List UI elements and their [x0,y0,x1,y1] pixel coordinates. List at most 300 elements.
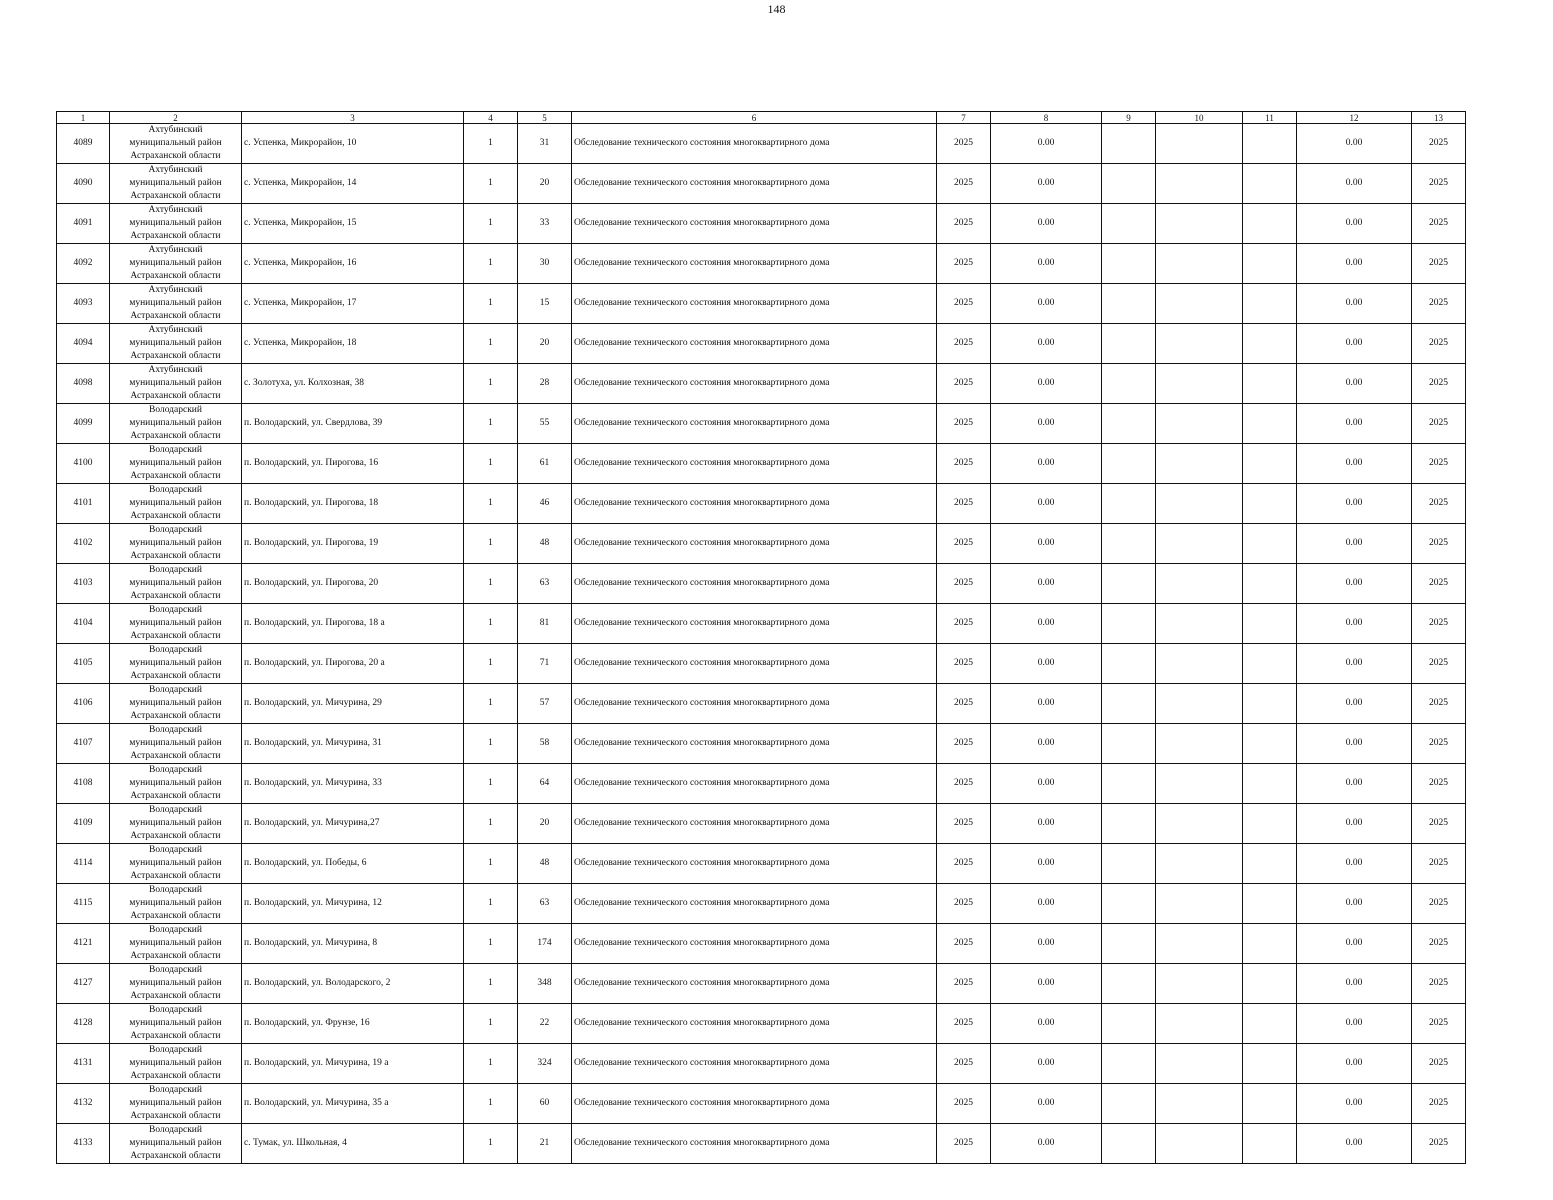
district-cell [110,644,242,684]
col11-cell [1243,964,1297,1004]
district-line: Ахтубинский [148,365,203,375]
col11-cell [1243,524,1297,564]
col4-cell: 1 [464,404,518,444]
table-row [57,524,1466,564]
work-type-cell: Обследование технического состояния многоквартирного дома [572,164,937,204]
district-line: Астраханской области [130,511,221,521]
capital-repair-table [56,111,1466,1164]
col10-cell [1156,1084,1243,1124]
col11-cell [1243,124,1297,164]
row-number-cell: 4090 [57,164,110,204]
col4-cell: 1 [464,1124,518,1164]
col8-cell: 0.00 [991,524,1102,564]
column-header: 8 [991,112,1102,124]
col7-cell: 2025 [937,1004,991,1044]
col13-cell: 2025 [1412,1124,1466,1164]
district-line: муниципальный район [129,578,222,588]
col9-cell [1102,964,1156,1004]
district-line: муниципальный район [129,1058,222,1068]
col10-cell [1156,724,1243,764]
col12-cell: 0.00 [1297,1004,1412,1044]
district-cell [110,924,242,964]
col4-cell: 1 [464,1084,518,1124]
district-line: Володарский [149,525,202,535]
table-row [57,124,1466,164]
col13-cell: 2025 [1412,844,1466,884]
col8-cell: 0.00 [991,564,1102,604]
district-cell [110,1124,242,1164]
work-type-cell: Обследование технического состояния многоквартирного дома [572,604,937,644]
col9-cell [1102,564,1156,604]
district-line: Володарский [149,605,202,615]
district-cell [110,204,242,244]
district-line: Володарский [149,965,202,975]
col8-cell: 0.00 [991,1044,1102,1084]
district-line: Астраханской области [130,871,221,881]
col9-cell [1102,644,1156,684]
table-row [57,804,1466,844]
district-line: Володарский [149,1045,202,1055]
row-number-cell: 4089 [57,124,110,164]
col8-cell: 0.00 [991,284,1102,324]
col10-cell [1156,244,1243,284]
col7-cell: 2025 [937,724,991,764]
district-cell [110,804,242,844]
address-cell: с. Успенка, Микрорайон, 15 [242,204,464,244]
district-line: Астраханской области [130,831,221,841]
col13-cell: 2025 [1412,164,1466,204]
district-cell [110,684,242,724]
col5-cell: 30 [518,244,572,284]
col4-cell: 1 [464,484,518,524]
col12-cell: 0.00 [1297,884,1412,924]
work-type-cell: Обследование технического состояния многоквартирного дома [572,484,937,524]
row-number-cell: 4127 [57,964,110,1004]
row-number-cell: 4114 [57,844,110,884]
col13-cell: 2025 [1412,924,1466,964]
col13-cell: 2025 [1412,564,1466,604]
col9-cell [1102,1044,1156,1084]
table-row [57,844,1466,884]
col12-cell: 0.00 [1297,964,1412,1004]
col13-cell: 2025 [1412,884,1466,924]
table-row [57,364,1466,404]
col4-cell: 1 [464,604,518,644]
col13-cell: 2025 [1412,124,1466,164]
col7-cell: 2025 [937,364,991,404]
column-header: 3 [242,112,464,124]
col9-cell [1102,1124,1156,1164]
col7-cell: 2025 [937,1084,991,1124]
col8-cell: 0.00 [991,364,1102,404]
district-line: Астраханской области [130,231,221,241]
work-type-cell: Обследование технического состояния многоквартирного дома [572,324,937,364]
work-type-cell: Обследование технического состояния многоквартирного дома [572,364,937,404]
district-line: Ахтубинский [148,205,203,215]
district-line: Володарский [149,485,202,495]
work-type-cell: Обследование технического состояния многоквартирного дома [572,204,937,244]
work-type-cell: Обследование технического состояния многоквартирного дома [572,724,937,764]
col9-cell [1102,124,1156,164]
district-cell [110,124,242,164]
col4-cell: 1 [464,444,518,484]
district-line: муниципальный район [129,1018,222,1028]
col12-cell: 0.00 [1297,764,1412,804]
row-number-cell: 4133 [57,1124,110,1164]
col5-cell: 33 [518,204,572,244]
district-line: Астраханской области [130,591,221,601]
district-cell [110,844,242,884]
col10-cell [1156,284,1243,324]
table-row [57,404,1466,444]
col4-cell: 1 [464,684,518,724]
district-line: Астраханской области [130,311,221,321]
work-type-cell: Обследование технического состояния многоквартирного дома [572,684,937,724]
col12-cell: 0.00 [1297,804,1412,844]
row-number-cell: 4131 [57,1044,110,1084]
address-cell: п. Володарский, ул. Фрунзе, 16 [242,1004,464,1044]
col7-cell: 2025 [937,164,991,204]
col5-cell: 46 [518,484,572,524]
address-cell: п. Володарский, ул. Мичурина, 29 [242,684,464,724]
col12-cell: 0.00 [1297,644,1412,684]
col11-cell [1243,1004,1297,1044]
district-line: Астраханской области [130,391,221,401]
col9-cell [1102,284,1156,324]
col8-cell: 0.00 [991,404,1102,444]
col9-cell [1102,524,1156,564]
col10-cell [1156,884,1243,924]
col10-cell [1156,524,1243,564]
district-line: Володарский [149,1005,202,1015]
column-header: 6 [572,112,937,124]
col11-cell [1243,564,1297,604]
district-line: муниципальный район [129,138,222,148]
col8-cell: 0.00 [991,204,1102,244]
col7-cell: 2025 [937,924,991,964]
table-row [57,1124,1466,1164]
col11-cell [1243,804,1297,844]
col10-cell [1156,324,1243,364]
work-type-cell: Обследование технического состояния многоквартирного дома [572,1044,937,1084]
col7-cell: 2025 [937,484,991,524]
table-row [57,924,1466,964]
col4-cell: 1 [464,284,518,324]
work-type-cell: Обследование технического состояния многоквартирного дома [572,1004,937,1044]
col4-cell: 1 [464,204,518,244]
work-type-cell: Обследование технического состояния многоквартирного дома [572,1124,937,1164]
address-cell: с. Успенка, Микрорайон, 16 [242,244,464,284]
col5-cell: 20 [518,804,572,844]
row-number-cell: 4106 [57,684,110,724]
col5-cell: 21 [518,1124,572,1164]
col10-cell [1156,204,1243,244]
col10-cell [1156,404,1243,444]
address-cell: с. Успенка, Микрорайон, 17 [242,284,464,324]
col4-cell: 1 [464,644,518,684]
col7-cell: 2025 [937,124,991,164]
district-line: муниципальный район [129,658,222,668]
col13-cell: 2025 [1412,204,1466,244]
district-line: муниципальный район [129,338,222,348]
col11-cell [1243,684,1297,724]
col11-cell [1243,644,1297,684]
col7-cell: 2025 [937,844,991,884]
col7-cell: 2025 [937,964,991,1004]
work-type-cell: Обследование технического состояния многоквартирного дома [572,924,937,964]
col10-cell [1156,684,1243,724]
col11-cell [1243,444,1297,484]
col9-cell [1102,404,1156,444]
col10-cell [1156,964,1243,1004]
col12-cell: 0.00 [1297,844,1412,884]
col5-cell: 48 [518,524,572,564]
row-number-cell: 4107 [57,724,110,764]
district-line: Астраханской области [130,751,221,761]
col10-cell [1156,764,1243,804]
district-line: муниципальный район [129,618,222,628]
col9-cell [1102,1004,1156,1044]
address-cell: с. Успенка, Микрорайон, 10 [242,124,464,164]
address-cell: п. Володарский, ул. Пирогова, 16 [242,444,464,484]
address-cell: п. Володарский, ул. Пирогова, 18 а [242,604,464,644]
table-row [57,164,1466,204]
col4-cell: 1 [464,764,518,804]
district-cell [110,164,242,204]
col8-cell: 0.00 [991,804,1102,844]
col5-cell: 64 [518,764,572,804]
col10-cell [1156,844,1243,884]
work-type-cell: Обследование технического состояния многоквартирного дома [572,404,937,444]
col13-cell: 2025 [1412,604,1466,644]
work-type-cell: Обследование технического состояния многоквартирного дома [572,564,937,604]
col8-cell: 0.00 [991,1084,1102,1124]
col11-cell [1243,1044,1297,1084]
col4-cell: 1 [464,924,518,964]
col11-cell [1243,364,1297,404]
district-line: Астраханской области [130,191,221,201]
col4-cell: 1 [464,1044,518,1084]
col13-cell: 2025 [1412,1004,1466,1044]
col12-cell: 0.00 [1297,444,1412,484]
district-line: Астраханской области [130,1071,221,1081]
col11-cell [1243,884,1297,924]
col12-cell: 0.00 [1297,244,1412,284]
col8-cell: 0.00 [991,884,1102,924]
district-line: Астраханской области [130,631,221,641]
district-line: муниципальный район [129,418,222,428]
district-line: муниципальный район [129,298,222,308]
district-cell [110,964,242,1004]
district-line: муниципальный район [129,458,222,468]
col9-cell [1102,244,1156,284]
col13-cell: 2025 [1412,1084,1466,1124]
col7-cell: 2025 [937,204,991,244]
col9-cell [1102,884,1156,924]
col5-cell: 22 [518,1004,572,1044]
address-cell: с. Золотуха, ул. Колхозная, 38 [242,364,464,404]
col8-cell: 0.00 [991,604,1102,644]
district-line: Володарский [149,925,202,935]
col12-cell: 0.00 [1297,1044,1412,1084]
work-type-cell: Обследование технического состояния многоквартирного дома [572,804,937,844]
column-header: 10 [1156,112,1243,124]
col12-cell: 0.00 [1297,124,1412,164]
work-type-cell: Обследование технического состояния многоквартирного дома [572,124,937,164]
district-line: Володарский [149,885,202,895]
district-line: Ахтубинский [148,125,203,135]
row-number-cell: 4109 [57,804,110,844]
col5-cell: 55 [518,404,572,444]
table-row [57,1084,1466,1124]
col10-cell [1156,804,1243,844]
address-cell: п. Володарский, ул. Мичурина, 8 [242,924,464,964]
table-row [57,1044,1466,1084]
col7-cell: 2025 [937,644,991,684]
row-number-cell: 4091 [57,204,110,244]
col9-cell [1102,804,1156,844]
table-row [57,444,1466,484]
col8-cell: 0.00 [991,324,1102,364]
district-cell [110,284,242,324]
district-line: муниципальный район [129,258,222,268]
district-line: муниципальный район [129,978,222,988]
row-number-cell: 4099 [57,404,110,444]
col13-cell: 2025 [1412,684,1466,724]
col12-cell: 0.00 [1297,364,1412,404]
col12-cell: 0.00 [1297,604,1412,644]
col7-cell: 2025 [937,524,991,564]
col12-cell: 0.00 [1297,164,1412,204]
col5-cell: 58 [518,724,572,764]
district-line: Володарский [149,805,202,815]
table-row [57,204,1466,244]
col7-cell: 2025 [937,804,991,844]
col7-cell: 2025 [937,764,991,804]
col9-cell [1102,364,1156,404]
district-line: Володарский [149,645,202,655]
col12-cell: 0.00 [1297,284,1412,324]
district-line: Астраханской области [130,551,221,561]
col5-cell: 31 [518,124,572,164]
col12-cell: 0.00 [1297,324,1412,364]
district-line: Володарский [149,565,202,575]
address-cell: п. Володарский, ул. Мичурина, 35 а [242,1084,464,1124]
district-line: Астраханской области [130,1111,221,1121]
row-number-cell: 4128 [57,1004,110,1044]
col9-cell [1102,204,1156,244]
col5-cell: 71 [518,644,572,684]
col11-cell [1243,284,1297,324]
district-line: Ахтубинский [148,285,203,295]
row-number-cell: 4104 [57,604,110,644]
col7-cell: 2025 [937,404,991,444]
col12-cell: 0.00 [1297,924,1412,964]
district-line: муниципальный район [129,698,222,708]
table-row [57,964,1466,1004]
table-row [57,764,1466,804]
col7-cell: 2025 [937,684,991,724]
row-number-cell: 4093 [57,284,110,324]
row-number-cell: 4100 [57,444,110,484]
header-row [57,112,1466,124]
column-header: 12 [1297,112,1412,124]
col11-cell [1243,844,1297,884]
col12-cell: 0.00 [1297,684,1412,724]
address-cell: п. Володарский, ул. Мичурина, 12 [242,884,464,924]
col4-cell: 1 [464,724,518,764]
col8-cell: 0.00 [991,244,1102,284]
table-row [57,684,1466,724]
district-line: Астраханской области [130,151,221,161]
col13-cell: 2025 [1412,524,1466,564]
district-line: Володарский [149,405,202,415]
col7-cell: 2025 [937,324,991,364]
column-header: 11 [1243,112,1297,124]
district-line: Астраханской области [130,431,221,441]
row-number-cell: 4115 [57,884,110,924]
address-cell: с. Успенка, Микрорайон, 18 [242,324,464,364]
column-header: 5 [518,112,572,124]
col12-cell: 0.00 [1297,724,1412,764]
col8-cell: 0.00 [991,924,1102,964]
col5-cell: 63 [518,884,572,924]
col8-cell: 0.00 [991,1124,1102,1164]
col13-cell: 2025 [1412,244,1466,284]
col12-cell: 0.00 [1297,484,1412,524]
col9-cell [1102,844,1156,884]
col11-cell [1243,244,1297,284]
address-cell: с. Успенка, Микрорайон, 14 [242,164,464,204]
col12-cell: 0.00 [1297,564,1412,604]
district-line: муниципальный район [129,218,222,228]
col11-cell [1243,724,1297,764]
col9-cell [1102,324,1156,364]
col10-cell [1156,124,1243,164]
row-number-cell: 4101 [57,484,110,524]
col10-cell [1156,484,1243,524]
address-cell: п. Володарский, ул. Мичурина, 19 а [242,1044,464,1084]
district-cell [110,524,242,564]
col10-cell [1156,644,1243,684]
row-number-cell: 4102 [57,524,110,564]
table-row [57,644,1466,684]
col10-cell [1156,1044,1243,1084]
col4-cell: 1 [464,1004,518,1044]
district-cell [110,364,242,404]
column-header: 7 [937,112,991,124]
page-number: 148 [767,2,786,16]
col5-cell: 174 [518,924,572,964]
district-line: муниципальный район [129,378,222,388]
district-line: Астраханской области [130,951,221,961]
work-type-cell: Обследование технического состояния многоквартирного дома [572,1084,937,1124]
row-number-cell: 4108 [57,764,110,804]
work-type-cell: Обследование технического состояния многоквартирного дома [572,884,937,924]
col13-cell: 2025 [1412,444,1466,484]
address-cell: п. Володарский, ул. Мичурина, 33 [242,764,464,804]
address-cell: п. Володарский, ул. Мичурина, 31 [242,724,464,764]
district-line: муниципальный район [129,538,222,548]
district-line: муниципальный район [129,938,222,948]
col8-cell: 0.00 [991,1004,1102,1044]
col5-cell: 28 [518,364,572,404]
col4-cell: 1 [464,364,518,404]
work-type-cell: Обследование технического состояния многоквартирного дома [572,244,937,284]
work-type-cell: Обследование технического состояния многоквартирного дома [572,844,937,884]
district-line: Володарский [149,725,202,735]
col13-cell: 2025 [1412,1044,1466,1084]
